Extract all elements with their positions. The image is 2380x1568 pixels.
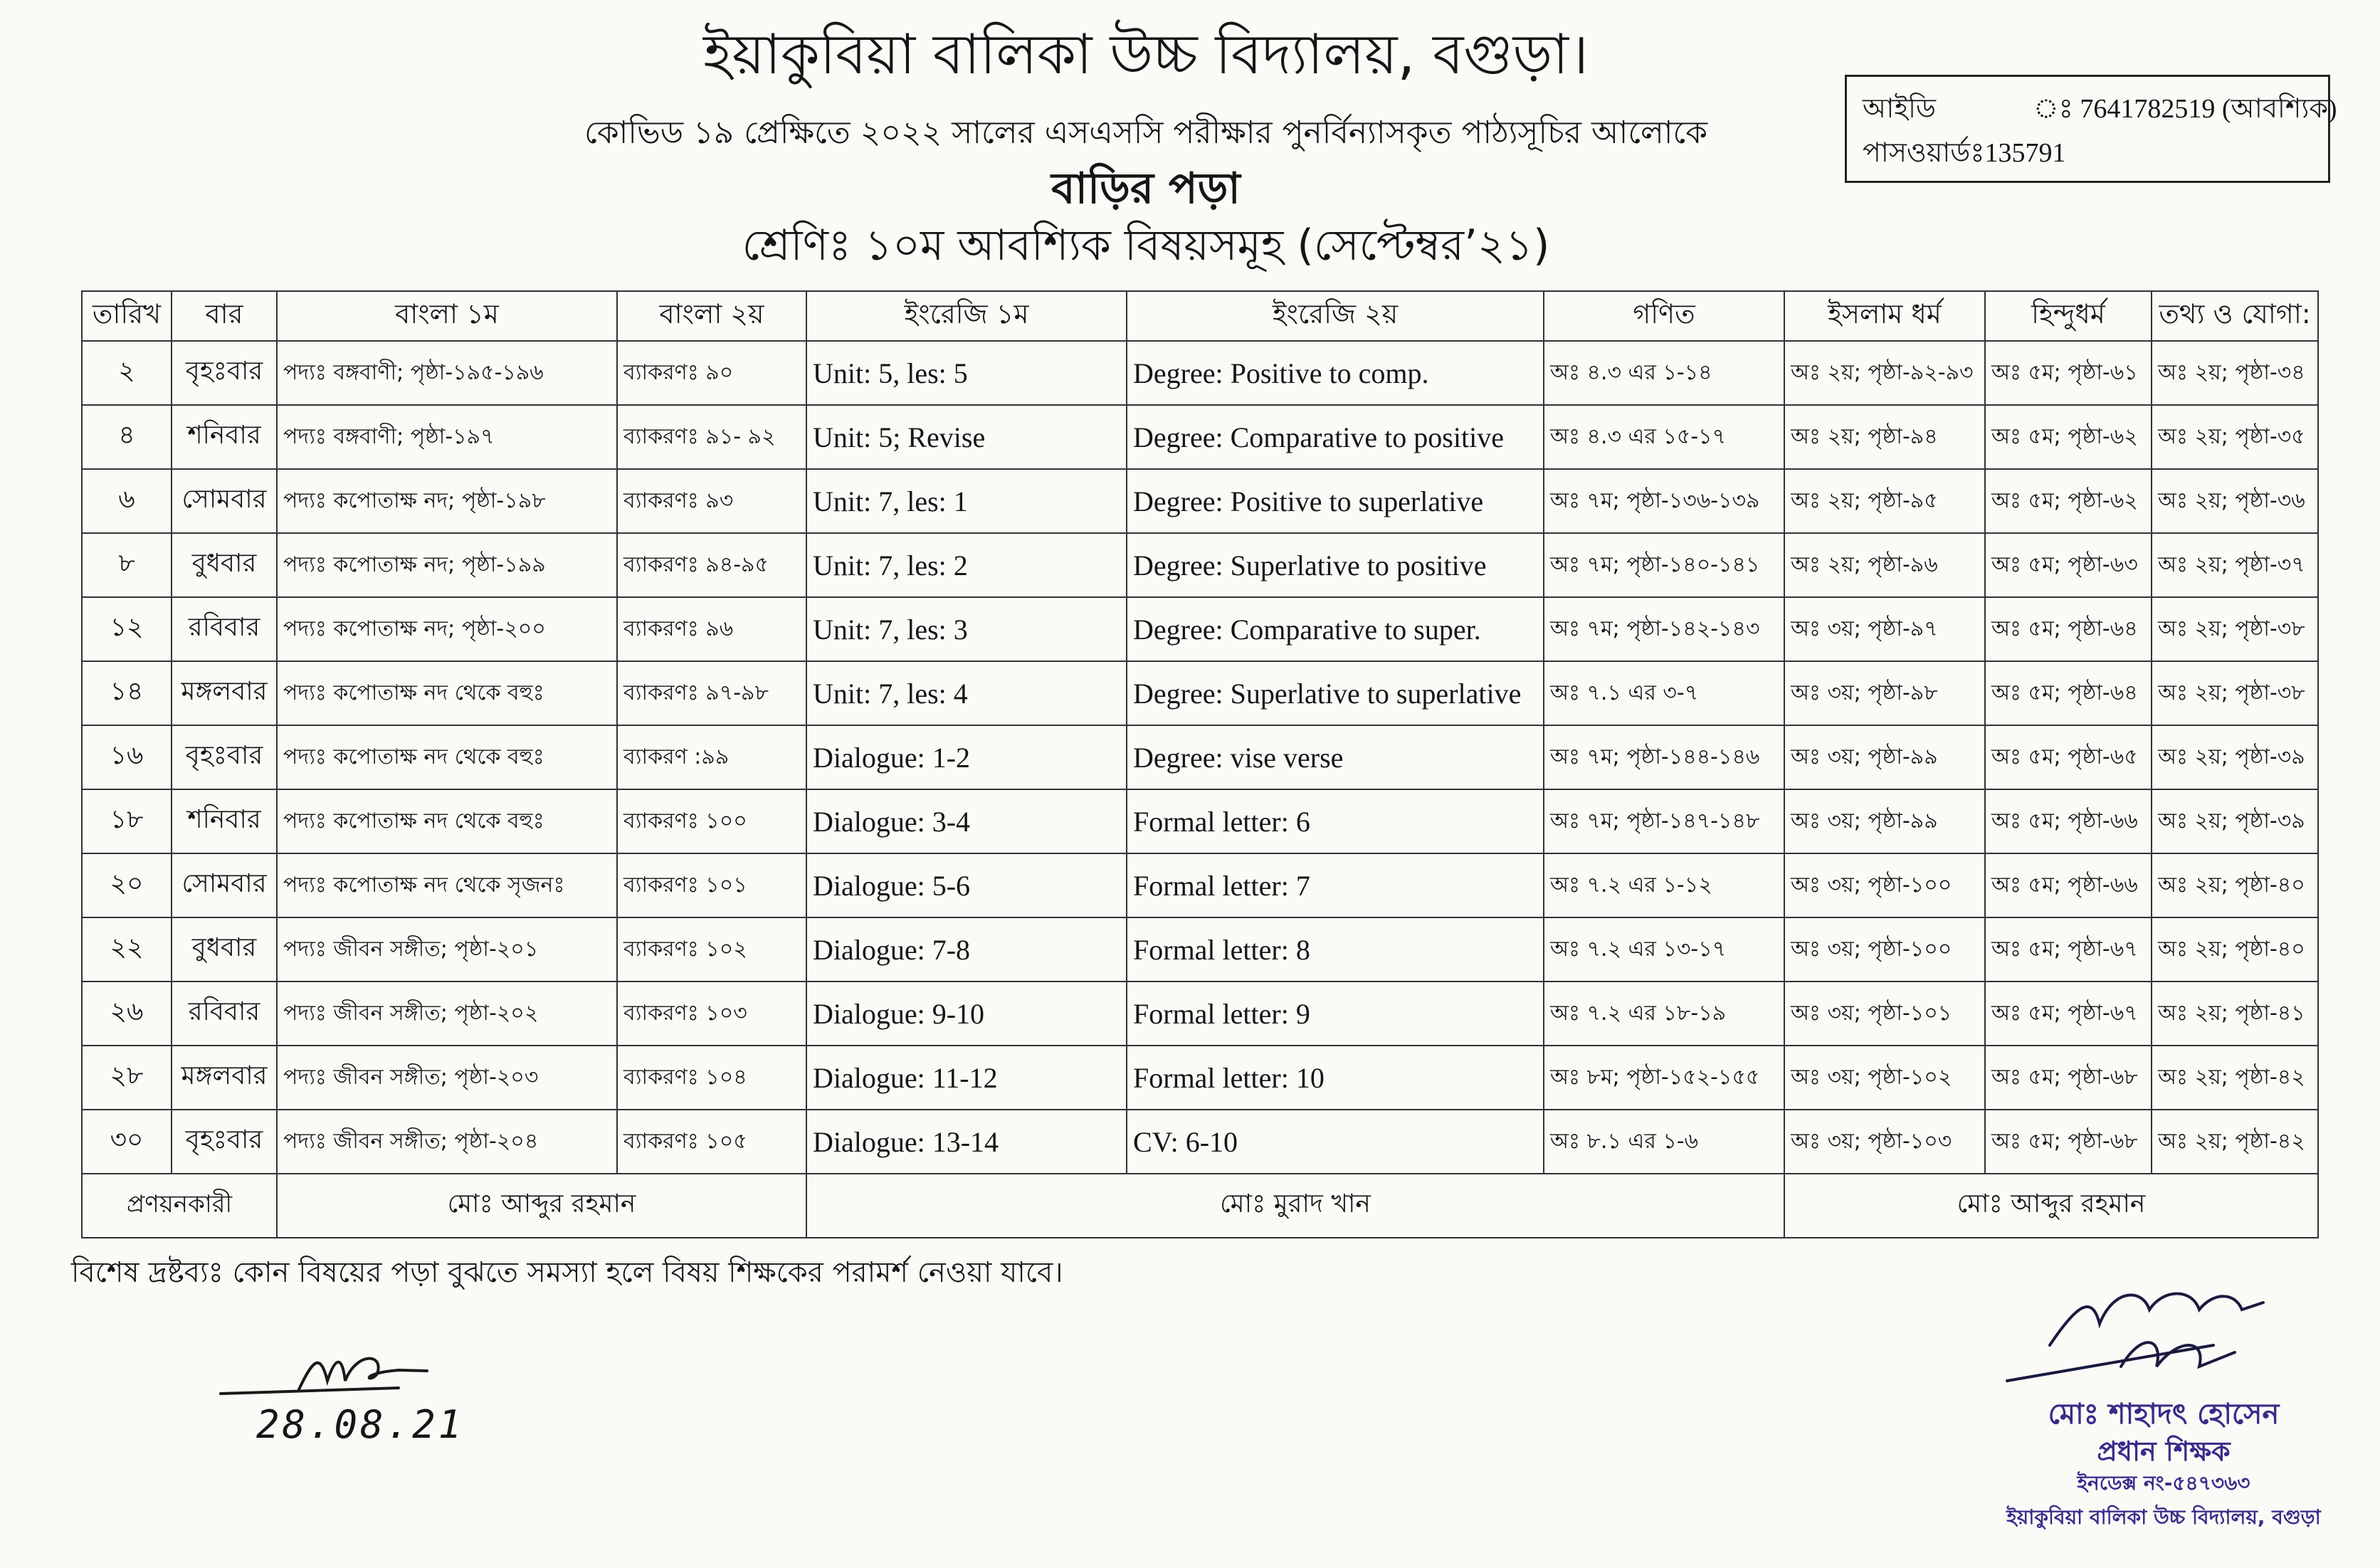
cell-english-2nd: Degree: Positive to comp. xyxy=(1127,341,1544,405)
school-index-number: ইনডেক্স নং-৫৪৭৩৬৩ xyxy=(2077,1471,2250,1495)
table-row xyxy=(82,341,2318,405)
id-value: ঃ 7641782519 (আবশ্যিক) xyxy=(2033,94,2337,124)
cell-ict: অঃ ২য়; পৃষ্ঠা-৩৯ xyxy=(2152,789,2318,853)
cell-english-1st: Dialogue: 7-8 xyxy=(806,917,1127,982)
cell-ict: অঃ ২য়; পৃষ্ঠা-৪১ xyxy=(2152,982,2318,1046)
cell-english-1st: Dialogue: 13-14 xyxy=(806,1110,1127,1174)
cell-day: বুধবার xyxy=(172,917,277,982)
cell-day: বুধবার xyxy=(172,533,277,597)
cell-english-2nd: Degree: Superlative to positive xyxy=(1127,533,1544,597)
table-header-row xyxy=(82,291,2318,341)
table-row xyxy=(82,597,2318,661)
school-name: ইয়াকুবিয়া বালিকা উচ্চ বিদ্যালয়, বগুড়া। xyxy=(703,23,1589,87)
author-label: প্রণয়নকারী xyxy=(82,1174,277,1238)
cell-day: বৃহঃবার xyxy=(172,341,277,405)
cell-english-1st: Dialogue: 5-6 xyxy=(806,853,1127,917)
cell-hindu: অঃ ৫ম; পৃষ্ঠা-৬৬ xyxy=(1985,789,2152,853)
cell-bangla-2nd: ব্যাকরণ :৯৯ xyxy=(617,725,806,789)
id-row xyxy=(1863,87,2337,131)
cell-ict: অঃ ২য়; পৃষ্ঠা-৩৮ xyxy=(2152,597,2318,661)
cell-islam: অঃ ২য়; পৃষ্ঠা-৯৫ xyxy=(1784,469,1985,533)
cell-date: ১২ xyxy=(82,597,172,661)
cell-islam: অঃ ৩য়; পৃষ্ঠা-১০৩ xyxy=(1784,1110,1985,1174)
left-signature xyxy=(214,1331,512,1473)
special-note: বিশেষ দ্রষ্টব্যঃ কোন বিষয়ের পড়া বুঝতে সমস্যা হলে বিষয় শিক্ষকের পরামর্শ নেওয়া যাবে। xyxy=(71,1256,1063,1289)
cell-math: অঃ ৮ম; পৃষ্ঠা-১৫২-১৫৫ xyxy=(1544,1046,1784,1110)
cell-ict: অঃ ২য়; পৃষ্ঠা-৩৮ xyxy=(2152,661,2318,725)
cell-bangla-1st: পদ্যঃ কপোতাক্ষ নদ থেকে বহুঃ xyxy=(277,661,617,725)
cell-bangla-1st: পদ্যঃ জীবন সঙ্গীত; পৃষ্ঠা-২০১ xyxy=(277,917,617,982)
cell-english-1st: Dialogue: 11-12 xyxy=(806,1046,1127,1110)
cell-bangla-2nd: ব্যাকরণঃ ৯০ xyxy=(617,341,806,405)
cell-hindu: অঃ ৫ম; পৃষ্ঠা-৬৫ xyxy=(1985,725,2152,789)
table-row xyxy=(82,533,2318,597)
cell-day: সোমবার xyxy=(172,853,277,917)
table-row xyxy=(82,725,2318,789)
cell-day: বৃহঃবার xyxy=(172,725,277,789)
column-header-day: বার xyxy=(172,291,277,341)
cell-hindu: অঃ ৫ম; পৃষ্ঠা-৬৭ xyxy=(1985,917,2152,982)
cell-date: ৬ xyxy=(82,469,172,533)
password-row xyxy=(1863,131,2312,175)
cell-islam: অঃ ৩য়; পৃষ্ঠা-১০০ xyxy=(1784,853,1985,917)
cell-date: ২২ xyxy=(82,917,172,982)
cell-bangla-2nd: ব্যাকরণঃ ১০২ xyxy=(617,917,806,982)
cell-bangla-1st: পদ্যঃ বঙ্গবাণী; পৃষ্ঠা-১৯৭ xyxy=(277,405,617,469)
cell-date: ১৪ xyxy=(82,661,172,725)
table-row xyxy=(82,982,2318,1046)
cell-english-1st: Dialogue: 9-10 xyxy=(806,982,1127,1046)
cell-hindu: অঃ ৫ম; পৃষ্ঠা-৬৮ xyxy=(1985,1046,2152,1110)
cell-bangla-2nd: ব্যাকরণঃ ৯৭-৯৮ xyxy=(617,661,806,725)
cell-islam: অঃ ২য়; পৃষ্ঠা-৯৬ xyxy=(1784,533,1985,597)
cell-math: অঃ ৭ম; পৃষ্ঠা-১৪২-১৪৩ xyxy=(1544,597,1784,661)
cell-day: বৃহঃবার xyxy=(172,1110,277,1174)
headmaster-seal xyxy=(1979,1260,2349,1566)
table-row xyxy=(82,405,2318,469)
cell-day: মঙ্গলবার xyxy=(172,1046,277,1110)
cell-date: ২০ xyxy=(82,853,172,917)
cell-day: শনিবার xyxy=(172,405,277,469)
cell-date: ৩০ xyxy=(82,1110,172,1174)
cell-ict: অঃ ২য়; পৃষ্ঠা-৩৬ xyxy=(2152,469,2318,533)
cell-math: অঃ ৭.২ এর ১৩-১৭ xyxy=(1544,917,1784,982)
cell-english-2nd: Degree: Comparative to positive xyxy=(1127,405,1544,469)
cell-bangla-1st: পদ্যঃ বঙ্গবাণী; পৃষ্ঠা-১৯৫-১৯৬ xyxy=(277,341,617,405)
cell-english-2nd: Degree: Positive to superlative xyxy=(1127,469,1544,533)
cell-hindu: অঃ ৫ম; পৃষ্ঠা-৬২ xyxy=(1985,469,2152,533)
cell-day: রবিবার xyxy=(172,982,277,1046)
column-header-english-2nd: ইংরেজি ২য় xyxy=(1127,291,1544,341)
table-row xyxy=(82,661,2318,725)
cell-english-1st: Unit: 7, les: 4 xyxy=(806,661,1127,725)
cell-bangla-2nd: ব্যাকরণঃ ১০৪ xyxy=(617,1046,806,1110)
cell-bangla-1st: পদ্যঃ কপোতাক্ষ নদ; পৃষ্ঠা-১৯৮ xyxy=(277,469,617,533)
column-header-hindu: হিন্দুধর্ম xyxy=(1985,291,2152,341)
cell-english-1st: Unit: 5, les: 5 xyxy=(806,341,1127,405)
cell-date: ২ xyxy=(82,341,172,405)
login-info-box xyxy=(1845,75,2337,183)
cell-hindu: অঃ ৫ম; পৃষ্ঠা-৬২ xyxy=(1985,405,2152,469)
cell-english-2nd: Formal letter: 10 xyxy=(1127,1046,1544,1110)
cell-bangla-1st: পদ্যঃ কপোতাক্ষ নদ; পৃষ্ঠা-২০০ xyxy=(277,597,617,661)
table-row xyxy=(82,789,2318,853)
password-value: 135791 xyxy=(1984,138,2066,168)
cell-bangla-1st: পদ্যঃ জীবন সঙ্গীত; পৃষ্ঠা-২০৩ xyxy=(277,1046,617,1110)
headmaster-name: মোঃ শাহাদৎ হোসেন xyxy=(2048,1398,2280,1431)
headmaster-signature-scribble xyxy=(1979,1260,2349,1395)
signature-date: 28.08.21 xyxy=(256,1402,465,1447)
cell-math: অঃ ৪.৩ এর ১-১৪ xyxy=(1544,341,1784,405)
cell-english-2nd: Formal letter: 8 xyxy=(1127,917,1544,982)
cell-english-2nd: Formal letter: 6 xyxy=(1127,789,1544,853)
cell-math: অঃ ৭.২ এর ১৮-১৯ xyxy=(1544,982,1784,1046)
cell-ict: অঃ ২য়; পৃষ্ঠা-৪০ xyxy=(2152,917,2318,982)
cell-date: ১৬ xyxy=(82,725,172,789)
cell-english-1st: Unit: 7, les: 1 xyxy=(806,469,1127,533)
cell-day: মঙ্গলবার xyxy=(172,661,277,725)
cell-islam: অঃ ৩য়; পৃষ্ঠা-৯৭ xyxy=(1784,597,1985,661)
table-row xyxy=(82,917,2318,982)
cell-islam: অঃ ২য়; পৃষ্ঠা-৯৪ xyxy=(1784,405,1985,469)
column-header-english-1st: ইংরেজি ১ম xyxy=(806,291,1127,341)
cell-day: সোমবার xyxy=(172,469,277,533)
cell-bangla-1st: পদ্যঃ জীবন সঙ্গীত; পৃষ্ঠা-২০২ xyxy=(277,982,617,1046)
cell-date: ২৬ xyxy=(82,982,172,1046)
author-bangla: মোঃ আব্দুর রহমান xyxy=(277,1174,806,1238)
column-header-islam: ইসলাম ধর্ম xyxy=(1784,291,1985,341)
cell-english-2nd: Degree: Comparative to super. xyxy=(1127,597,1544,661)
cell-date: ২৮ xyxy=(82,1046,172,1110)
cell-english-1st: Dialogue: 3-4 xyxy=(806,789,1127,853)
cell-english-1st: Unit: 7, les: 2 xyxy=(806,533,1127,597)
cell-english-2nd: Formal letter: 7 xyxy=(1127,853,1544,917)
cell-english-2nd: Formal letter: 9 xyxy=(1127,982,1544,1046)
cell-math: অঃ ৮.১ এর ১-৬ xyxy=(1544,1110,1784,1174)
cell-islam: অঃ ৩য়; পৃষ্ঠা-৯৯ xyxy=(1784,789,1985,853)
cell-bangla-2nd: ব্যাকরণঃ ৯৬ xyxy=(617,597,806,661)
author-row xyxy=(82,1174,2318,1238)
cell-day: শনিবার xyxy=(172,789,277,853)
column-header-bangla-2nd: বাংলা ২য় xyxy=(617,291,806,341)
cell-math: অঃ ৭ম; পৃষ্ঠা-১৪৭-১৪৮ xyxy=(1544,789,1784,853)
cell-math: অঃ ৭ম; পৃষ্ঠা-১৪০-১৪১ xyxy=(1544,533,1784,597)
cell-date: ৪ xyxy=(82,405,172,469)
table-row xyxy=(82,1110,2318,1174)
cell-bangla-1st: পদ্যঃ কপোতাক্ষ নদ থেকে সৃজনঃ xyxy=(277,853,617,917)
id-label: আইডি xyxy=(1863,94,1936,124)
cell-english-2nd: CV: 6-10 xyxy=(1127,1110,1544,1174)
cell-hindu: অঃ ৫ম; পৃষ্ঠা-৬৭ xyxy=(1985,982,2152,1046)
cell-hindu: অঃ ৫ম; পৃষ্ঠা-৬৮ xyxy=(1985,1110,2152,1174)
cell-islam: অঃ ৩য়; পৃষ্ঠা-৯৯ xyxy=(1784,725,1985,789)
cell-bangla-2nd: ব্যাকরণঃ ১০০ xyxy=(617,789,806,853)
cell-hindu: অঃ ৫ম; পৃষ্ঠা-৬৪ xyxy=(1985,661,2152,725)
cell-bangla-1st: পদ্যঃ কপোতাক্ষ নদ; পৃষ্ঠা-১৯৯ xyxy=(277,533,617,597)
cell-date: ৮ xyxy=(82,533,172,597)
table-row xyxy=(82,853,2318,917)
cell-bangla-1st: পদ্যঃ কপোতাক্ষ নদ থেকে বহুঃ xyxy=(277,725,617,789)
cell-bangla-2nd: ব্যাকরণঃ ৯১- ৯২ xyxy=(617,405,806,469)
document-heading: বাড়ির পড়া xyxy=(1051,164,1241,214)
table-row xyxy=(82,469,2318,533)
cell-math: অঃ ৭.১ এর ৩-৭ xyxy=(1544,661,1784,725)
cell-english-1st: Unit: 7, les: 3 xyxy=(806,597,1127,661)
column-header-bangla-1st: বাংলা ১ম xyxy=(277,291,617,341)
cell-english-1st: Unit: 5; Revise xyxy=(806,405,1127,469)
cell-english-1st: Dialogue: 1-2 xyxy=(806,725,1127,789)
cell-islam: অঃ ৩য়; পৃষ্ঠা-১০১ xyxy=(1784,982,1985,1046)
cell-islam: অঃ ২য়; পৃষ্ঠা-৯২-৯৩ xyxy=(1784,341,1985,405)
cell-math: অঃ ৭ম; পৃষ্ঠা-১৩৬-১৩৯ xyxy=(1544,469,1784,533)
homework-routine-table xyxy=(81,290,2319,1238)
cell-islam: অঃ ৩য়; পৃষ্ঠা-১০০ xyxy=(1784,917,1985,982)
cell-hindu: অঃ ৫ম; পৃষ্ঠা-৬৪ xyxy=(1985,597,2152,661)
cell-ict: অঃ ২য়; পৃষ্ঠা-৩৯ xyxy=(2152,725,2318,789)
column-header-date: তারিখ xyxy=(82,291,172,341)
cell-ict: অঃ ২য়; পৃষ্ঠা-৩৫ xyxy=(2152,405,2318,469)
cell-ict: অঃ ২য়; পৃষ্ঠা-৪২ xyxy=(2152,1046,2318,1110)
cell-day: রবিবার xyxy=(172,597,277,661)
cell-math: অঃ ৪.৩ এর ১৫-১৭ xyxy=(1544,405,1784,469)
column-header-math: গণিত xyxy=(1544,291,1784,341)
headmaster-designation: প্রধান শিক্ষক xyxy=(2097,1436,2231,1467)
author-others: মোঃ আব্দুর রহমান xyxy=(1784,1174,2318,1238)
cell-bangla-2nd: ব্যাকরণঃ ৯৪-৯৫ xyxy=(617,533,806,597)
column-header-ict: তথ্য ও যোগা: xyxy=(2152,291,2318,341)
cell-bangla-2nd: ব্যাকরণঃ ১০৫ xyxy=(617,1110,806,1174)
table-row xyxy=(82,1046,2318,1110)
cell-english-2nd: Degree: Superlative to superlative xyxy=(1127,661,1544,725)
syllabus-subtitle: কোভিড ১৯ প্রেক্ষিতে ২০২২ সালের এসএসসি পরীক্ষার পুনর্বিন্যাসকৃত পাঠ্যসূচির আলোকে xyxy=(584,115,1708,151)
cell-math: অঃ ৭ম; পৃষ্ঠা-১৪৪-১৪৬ xyxy=(1544,725,1784,789)
cell-hindu: অঃ ৫ম; পৃষ্ঠা-৬৩ xyxy=(1985,533,2152,597)
cell-islam: অঃ ৩য়; পৃষ্ঠা-১০২ xyxy=(1784,1046,1985,1110)
cell-ict: অঃ ২য়; পৃষ্ঠা-৩৪ xyxy=(2152,341,2318,405)
class-info: শ্রেণিঃ ১০ম আবশ্যিক বিষয়সমূহ (সেপ্টেম্বর’২১) xyxy=(742,221,1550,270)
cell-hindu: অঃ ৫ম; পৃষ্ঠা-৬৬ xyxy=(1985,853,2152,917)
cell-islam: অঃ ৩য়; পৃষ্ঠা-৯৮ xyxy=(1784,661,1985,725)
cell-ict: অঃ ২য়; পৃষ্ঠা-৪২ xyxy=(2152,1110,2318,1174)
cell-english-2nd: Degree: vise verse xyxy=(1127,725,1544,789)
author-english: মোঃ মুরাদ খান xyxy=(806,1174,1784,1238)
cell-bangla-2nd: ব্যাকরণঃ ১০১ xyxy=(617,853,806,917)
cell-ict: অঃ ২য়; পৃষ্ঠা-৩৭ xyxy=(2152,533,2318,597)
cell-ict: অঃ ২য়; পৃষ্ঠা-৪০ xyxy=(2152,853,2318,917)
seal-school-name: ইয়াকুবিয়া বালিকা উচ্চ বিদ্যালয়, বগুড়া xyxy=(2006,1505,2321,1529)
cell-date: ১৮ xyxy=(82,789,172,853)
cell-math: অঃ ৭.২ এর ১-১২ xyxy=(1544,853,1784,917)
cell-bangla-1st: পদ্যঃ কপোতাক্ষ নদ থেকে বহুঃ xyxy=(277,789,617,853)
cell-bangla-2nd: ব্যাকরণঃ ১০৩ xyxy=(617,982,806,1046)
table-body xyxy=(82,341,2318,1174)
cell-bangla-2nd: ব্যাকরণঃ ৯৩ xyxy=(617,469,806,533)
password-label: পাসওয়ার্ডঃ xyxy=(1863,138,1985,168)
cell-hindu: অঃ ৫ম; পৃষ্ঠা-৬১ xyxy=(1985,341,2152,405)
cell-bangla-1st: পদ্যঃ জীবন সঙ্গীত; পৃষ্ঠা-২০৪ xyxy=(277,1110,617,1174)
